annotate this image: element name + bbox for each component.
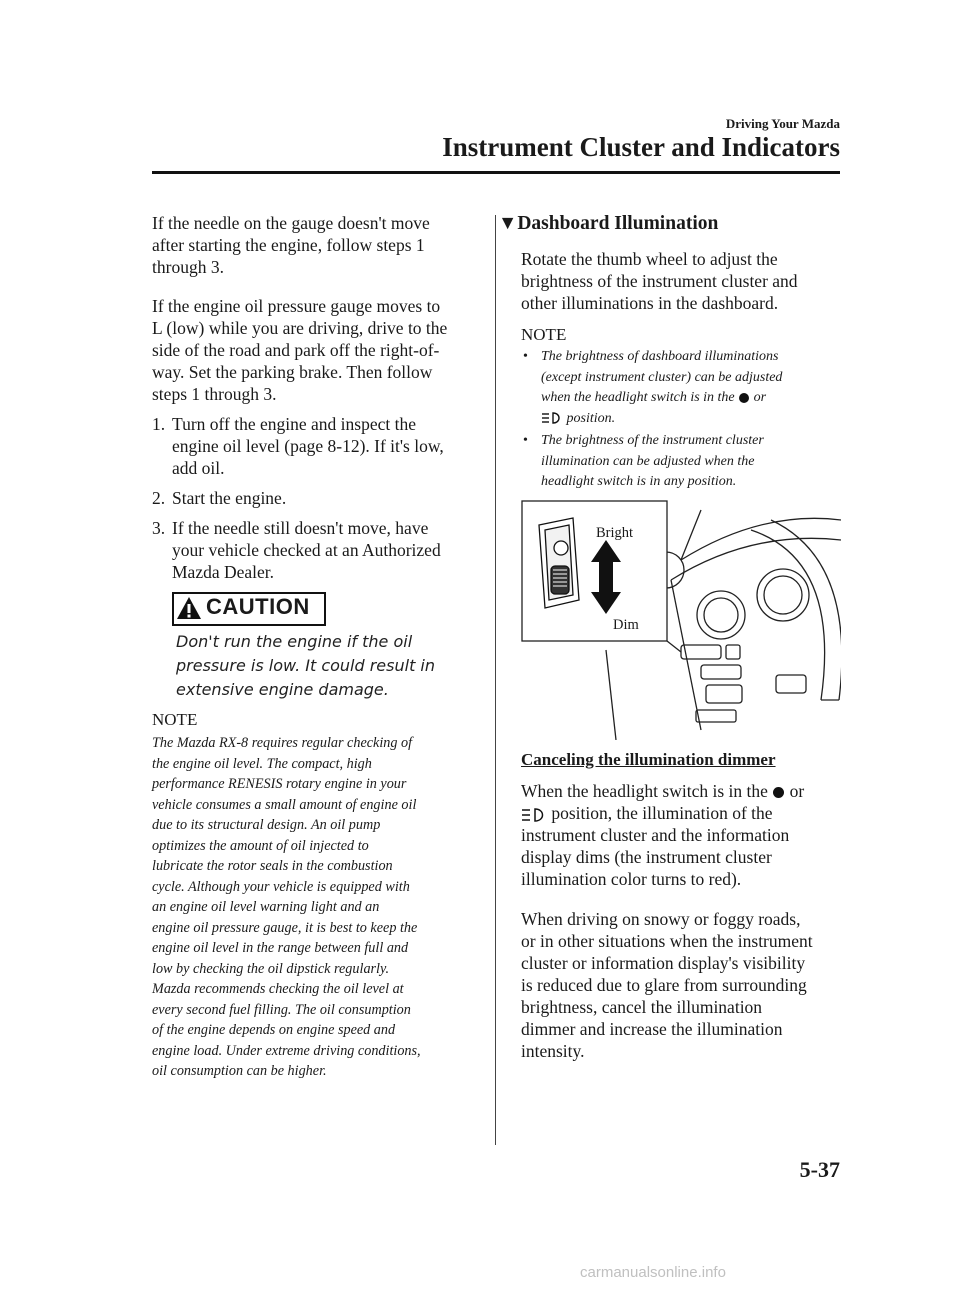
running-header-section: Driving Your Mazda xyxy=(725,116,840,131)
text-line: brightness, cancel the illumination xyxy=(521,997,763,1017)
text-line: position. xyxy=(566,410,616,426)
step-number: 2. xyxy=(152,488,166,508)
text-line: headlight switch is in any position. xyxy=(541,474,737,489)
label-dim: Dim xyxy=(613,617,639,633)
right-column xyxy=(521,248,841,493)
text-line: engine oil level (page 8-12). If it's low, xyxy=(172,436,444,456)
text-line: or in other situations when the instrument xyxy=(521,931,813,951)
text-line: other illuminations in the dashboard. xyxy=(521,293,779,313)
text-line: display dims (the instrument cluster xyxy=(521,847,772,867)
paragraph-thumb-wheel xyxy=(521,248,841,314)
section-title: Dashboard Illumination xyxy=(517,213,719,234)
text-line: the engine oil level. The compact, high xyxy=(152,755,372,772)
text-line: your vehicle checked at an Authorized xyxy=(172,540,441,560)
text-line: vehicle consumes a small amount of engine oil xyxy=(152,796,417,813)
text-line: illumination can be adjusted when the xyxy=(541,453,755,469)
text-line: Don't run the engine if the oil xyxy=(176,632,413,651)
label-bright: Bright xyxy=(596,525,634,541)
subheading-canceling: Canceling the illumination dimmer xyxy=(521,750,776,769)
note-bullet-1 xyxy=(521,347,841,429)
text-line: every second fuel filling. The oil consumption xyxy=(152,1001,411,1018)
oil-note xyxy=(152,709,482,1082)
text-line: engine load. Under extreme driving conditions, xyxy=(152,1042,421,1059)
text-line: is reduced due to glare from surrounding xyxy=(521,975,807,995)
text-line: way. Set the parking brake. Then follow xyxy=(152,362,433,382)
text-line: When driving on snowy or foggy roads, xyxy=(521,909,801,929)
text-line: through 3. xyxy=(152,257,224,277)
step-3 xyxy=(152,517,482,583)
text-line: If the engine oil pressure gauge moves to xyxy=(152,296,441,316)
text-line: L (low) while you are driving, drive to the xyxy=(152,318,448,338)
text-line: Mazda recommends checking the oil level at xyxy=(152,981,404,997)
text-or: or xyxy=(789,781,805,801)
headlight-icon xyxy=(521,807,547,823)
text-line: low by checking the oil dipstick regularly. xyxy=(152,960,390,977)
text-line: If the needle on the gauge doesn't move xyxy=(152,213,430,233)
note-bullet-2 xyxy=(521,431,841,493)
text-line: an engine oil level warning light and an xyxy=(152,899,380,915)
text-line: pressure is low. It could result in xyxy=(176,656,436,675)
text-line: The brightness of dashboard illuminations xyxy=(541,349,779,364)
page-number: 5-37 xyxy=(799,1157,840,1182)
right-column-lower xyxy=(521,780,841,1062)
column-divider xyxy=(495,215,496,1145)
text-line: of the engine depends on engine speed and xyxy=(152,1022,396,1038)
step-number: 1. xyxy=(152,414,166,434)
text-line: cycle. Although your vehicle is equipped with xyxy=(152,878,410,895)
text-line: performance RENESIS rotary engine in your xyxy=(152,776,407,792)
note-heading: NOTE xyxy=(521,325,567,344)
paragraph-low-pressure xyxy=(152,295,482,405)
text-line: instrument cluster and the information xyxy=(521,825,790,845)
bullet-dot-icon: • xyxy=(523,349,528,364)
text-line: extensive engine damage. xyxy=(176,680,389,699)
text-line: steps 1 through 3. xyxy=(152,384,277,404)
text-line: Rotate the thumb wheel to adjust the xyxy=(521,249,778,269)
watermark: carmanualsonline.info xyxy=(580,1264,726,1281)
step-1 xyxy=(152,413,482,479)
text-line: oil consumption can be higher. xyxy=(152,1063,327,1079)
headlight-icon xyxy=(541,411,563,425)
text-or: or xyxy=(753,390,767,405)
text-line: cluster or information display's visibility xyxy=(521,953,806,973)
text-line: brightness of the instrument cluster and xyxy=(521,271,798,291)
caution-text xyxy=(176,630,476,702)
text-line: intensity. xyxy=(521,1041,585,1061)
step-2 xyxy=(152,487,482,509)
left-column xyxy=(152,212,482,583)
text-line: lubricate the rotor seals in the combustion xyxy=(152,858,393,874)
dashboard-illustration xyxy=(521,500,841,740)
section-marker-icon: ▼ xyxy=(498,213,518,234)
parking-light-icon xyxy=(772,786,785,799)
text-line: If the needle still doesn't move, have xyxy=(172,518,429,538)
paragraph-needle xyxy=(152,212,482,278)
step-number: 3. xyxy=(152,518,166,538)
text-line: when the headlight switch is in the xyxy=(541,390,735,405)
text-line: optimizes the amount of oil injected to xyxy=(152,837,369,854)
text-line: add oil. xyxy=(172,458,225,478)
section-heading xyxy=(498,213,718,235)
text-line: Turn off the engine and inspect the xyxy=(172,414,416,434)
note-heading: NOTE xyxy=(152,710,198,729)
caution-label: CAUTION xyxy=(206,594,310,619)
text-line: The Mazda RX-8 requires regular checking of xyxy=(152,735,413,751)
bullet-dot-icon: • xyxy=(523,433,528,448)
text-line: The brightness of the instrument cluster xyxy=(541,433,764,448)
text-line: (except instrument cluster) can be adjusted xyxy=(541,369,783,385)
text-line: position, the illumination of the xyxy=(551,803,773,823)
text-line: engine oil pressure gauge, it is best to keep the xyxy=(152,919,418,936)
text-line: after starting the engine, follow steps 1 xyxy=(152,235,425,255)
text-line: due to its structural design. An oil pump xyxy=(152,817,381,833)
text-line: engine oil level in the range between full and xyxy=(152,940,409,956)
text-line: When the headlight switch is in the xyxy=(521,781,768,801)
text-line: Start the engine. xyxy=(172,488,287,508)
paragraph-snowy xyxy=(521,908,841,1062)
text-line: Mazda Dealer. xyxy=(172,562,275,582)
page-title: Instrument Cluster and Indicators xyxy=(442,132,840,162)
header-rule xyxy=(152,171,840,174)
text-line: dimmer and increase the illumination xyxy=(521,1019,783,1039)
paragraph-dimmer xyxy=(521,780,841,890)
parking-light-icon xyxy=(738,392,750,404)
text-line: illumination color turns to red). xyxy=(521,869,742,889)
note-body xyxy=(152,733,482,1082)
text-line: side of the road and park off the right-of- xyxy=(152,340,440,360)
warning-triangle-icon xyxy=(176,596,202,620)
